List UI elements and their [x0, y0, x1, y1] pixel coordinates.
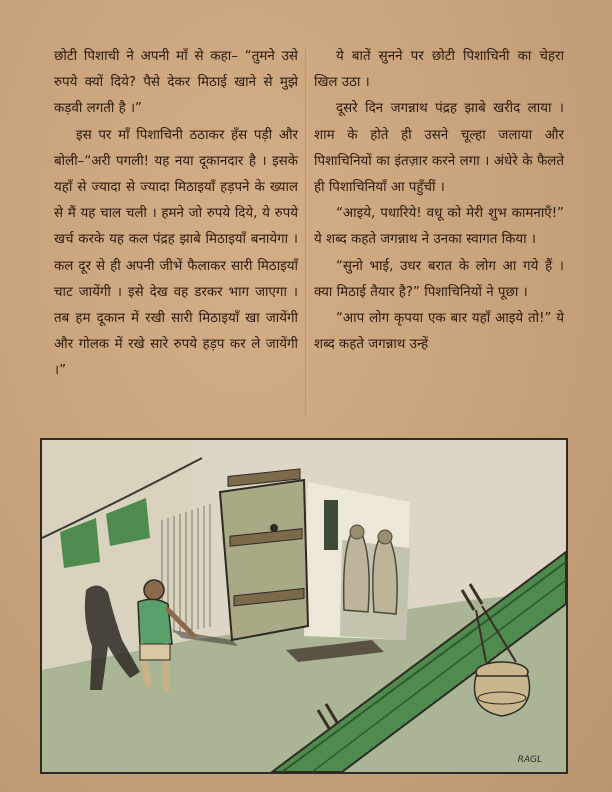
paragraph: “सुनो भाई, उधर बरात के लोग आ गये हैं । क्या मिठाई तैयार है?” पिशाचिनियों ने पूछा । — [314, 258, 564, 300]
paragraph: “आप लोग कृपया एक बार यहाँ आइये तो!” ये शब्द कहते जगन्नाथ उन्हें — [314, 311, 564, 353]
door-knob — [270, 524, 278, 532]
paragraph: इस पर माँ पिशाचिनी ठठाकर हँस पड़ी और बोली–“अरी पगली! यह नया दूकानदार है । इसके यहाँ से ज्यादा से ज्यादा मिठाइयाँ हड़पने के ख्याल से मैं यह चाल चली । हमने जो रुपये दिये, ये रुपये खर्च करके यह कल पंद्रह झाबे मिठाइयाँ बनायेगा । कल दूर से ही अपनी जीभें फैलाकर सारी मिठाइयाँ चाट जायेंगी । इसे देख वह डरकर भाग जाएगा । तब हम दूकान में रखी सारी मिठाइयाँ खा जायेंगी और गोलक में रखे सारे रुपये हड़प कर ले जायेंगी ।” — [54, 127, 298, 379]
right-text-column — [314, 44, 564, 358]
left-text-column — [54, 44, 298, 385]
paragraph: ये बातें सुनने पर छोटी पिशाचिनी का चेहरा खिल उठा । — [314, 49, 564, 91]
paragraph: छोटी पिशाची ने अपनी माँ से कहा– “तुमने उसे रुपये क्यों दिये? पैसे देकर मिठाई खाने से मुझे कड़वी लगती है ।” — [54, 49, 298, 117]
inner-pillar — [324, 500, 338, 550]
paragraph: दूसरे दिन जगन्नाथ पंद्रह झाबे खरीद लाया । शाम के होते ही उसने चूल्हा जलाया और पिशाचिनियों का इंतज़ार करने लगा । अंधेरे के फैलते ही पिशाचिनियाँ आ पहुँचीं । — [314, 101, 564, 196]
column-divider — [305, 46, 306, 416]
paragraph: “आइये, पधारिये! वधू को मेरी शुभ कामनाएँ!” ये शब्द कहते जगन्नाथ ने उनका स्वागत किया । — [314, 206, 564, 248]
artist-signature: RAGL — [517, 755, 542, 765]
illustration-drawing — [42, 440, 566, 772]
story-illustration — [40, 438, 568, 774]
open-door — [220, 480, 308, 640]
